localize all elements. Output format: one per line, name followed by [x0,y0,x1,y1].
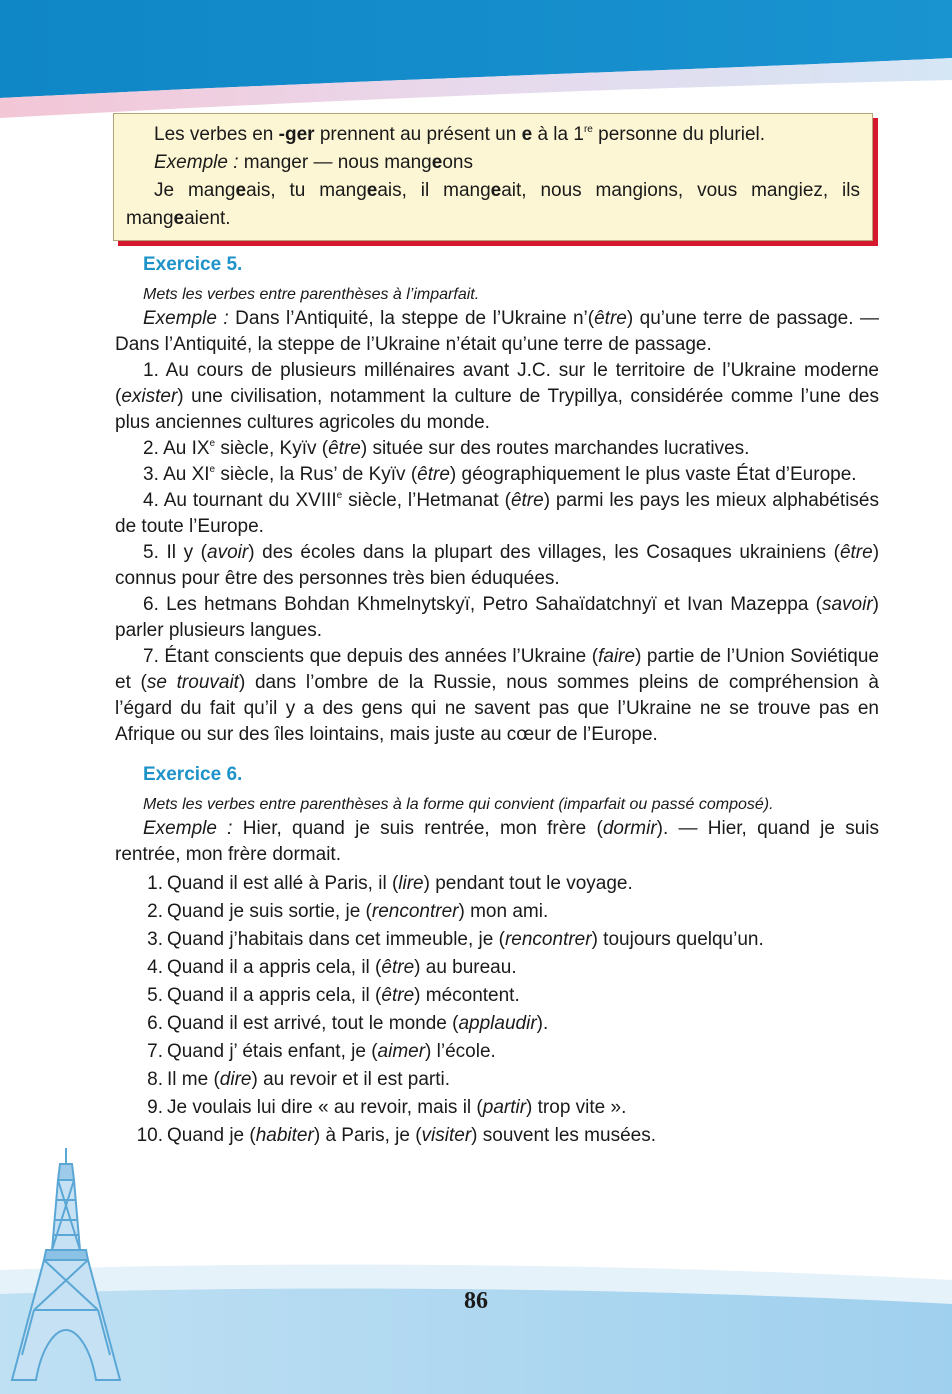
exercise-5-item-1: 1. Au cours de plusieurs millénaires avant J.C. sur le territoire de l’Ukraine moderne (exister) une civilisation, notamment la culture de Trypillya, considérée comme l’une des plus anciennes cultures agricoles du monde. [115,360,879,433]
page-number: 86 [464,1288,488,1314]
list-item: 3. Quand j’habitais dans cet immeuble, je (rencontrer) toujours quelqu’un. [147,929,764,950]
list-item: 2. Quand je suis sortie, je (rencontrer) mon ami. [147,901,549,922]
list-item: 6. Quand il est arrivé, tout le monde (applaudir). [147,1013,549,1034]
exercise-6-instruction: Mets les verbes entre parenthèses à la forme qui convient (imparfait ou passé composé). [143,796,774,813]
list-item: 1. Quand il est allé à Paris, il (lire) pendant tout le voyage. [147,873,633,894]
exercise-5-instruction: Mets les verbes entre parenthèses à l’imparfait. [143,286,480,303]
exercise-5-title: Exercice 5. [143,254,243,275]
list-item: 8. Il me (dire) au revoir et il est parti. [147,1069,450,1090]
list-item: 7. Quand j’ étais enfant, je (aimer) l’école. [147,1041,496,1062]
exercise-6-title: Exercice 6. [143,764,243,785]
list-item: 10. Quand je (habiter) à Paris, je (visiter) souvent les musées. [136,1125,656,1146]
list-item: 9. Je voulais lui dire « au revoir, mais il (partir) trop vite ». [147,1097,627,1118]
list-item: 4. Quand il a appris cela, il (être) au bureau. [147,957,517,978]
grammar-rule-box [113,113,873,241]
exercise-6-list [115,870,879,1150]
page-content [115,252,879,1150]
header-band [0,0,952,130]
exercise-5-item-4: 4. Au tournant du XVIIIe siècle, l’Hetmanat (être) parmi les pays les mieux alphabétisés de toute l’Europe. [115,490,879,537]
exercise-5-item-6: 6. Les hetmans Bohdan Khmelnytskyï, Petro Sahaïdatchnyï et Ivan Mazeppa (savoir) parler plusieurs langues. [115,594,879,641]
exercise-5-item-7: 7. Étant conscients que depuis des années l’Ukraine (faire) partie de l’Union Soviétique et (se trouvait) dans l’ombre de la Russie, nous sommes pleins de compréhension à l’égard du fait qu’il y a des gens qui ne savent pas que l’Ukraine ne se trouve pas en Afrique ou sur des îles lointains, mais juste au cœur de l’Europe. [115,646,879,745]
exercise-5-item-2: 2. Au IXe siècle, Kyïv (être) située sur des routes marchandes lucratives. [143,438,750,459]
list-item: 5. Quand il a appris cela, il (être) mécontent. [147,985,520,1006]
exercise-5-item-3: 3. Au XIe siècle, la Rus’ de Kyïv (être) géographiquement le plus vaste État d’Europe. [143,464,857,485]
exercise-5-item-5: 5. Il y (avoir) des écoles dans la plupart des villages, les Cosaques ukrainiens (être) connus pour être des personnes très bien éduquées. [115,542,880,589]
rule-line-2: Exemple : manger — nous mangeons [154,152,473,173]
rule-line-3: Je mangeais, tu mangeais, il mangeait, nous mangions, vous mangiez, ils mangeaient. [126,180,860,229]
eiffel-tower-icon [0,1140,160,1394]
rule-line-1: Les verbes en -ger prennent au présent un e à la 1re personne du pluriel. [154,124,766,145]
exercise-5-example: Exemple : Dans l’Antiquité, la steppe de l’Ukraine n’(être) qu’une terre de passage. — Dans l’Antiquité, la steppe de l’Ukraine n’était qu’une terre de passage. [115,308,879,355]
exercise-6-example: Exemple : Hier, quand je suis rentrée, mon frère (dormir). — Hier, quand je suis rentrée, mon frère dormait. [115,818,880,865]
